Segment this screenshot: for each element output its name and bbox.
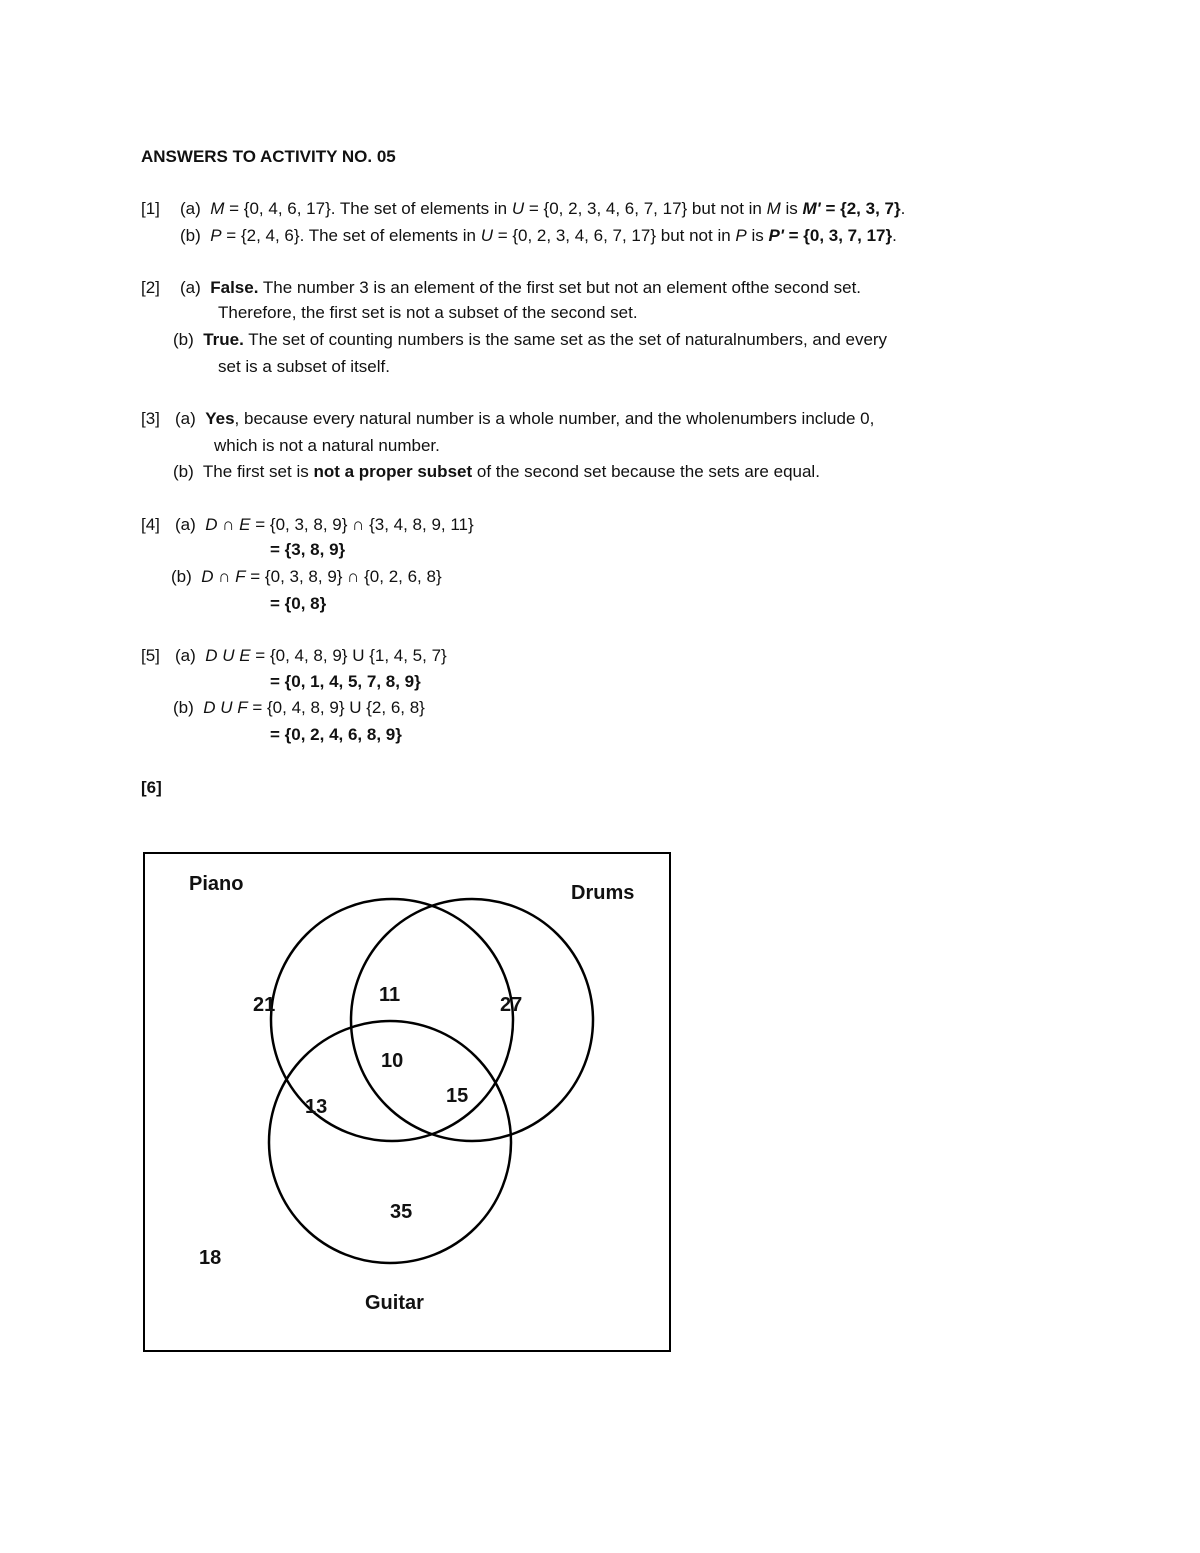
q2-b-line1: (b) True. The set of counting numbers is the same set as the set of naturalnumbers, and every (173, 330, 888, 349)
region-piano-only: 21 (253, 994, 276, 1016)
piano-label: Piano (189, 873, 244, 895)
q3-a-line2: which is not a natural number. (214, 436, 440, 455)
q2-number: [2] (141, 278, 160, 297)
q3-a-line1: (a) Yes, because every natural number is a whole number, and the wholenumbers include 0, (175, 409, 875, 428)
q5-a-line: (a) D U E = {0, 4, 8, 9} U {1, 4, 5, 7} (175, 646, 447, 665)
q4-number: [4] (141, 515, 160, 534)
q1-a-line: (a) M = {0, 4, 6, 17}. The set of elements in U = {0, 2, 3, 4, 6, 7, 17} but not in M is M' = {2, 3, 7}. (180, 199, 906, 218)
region-outside: 18 (199, 1247, 222, 1269)
q4-a-line: (a) D ∩ E = {0, 3, 8, 9} ∩ {3, 4, 8, 9, 11} (175, 515, 474, 534)
region-piano-guitar: 13 (305, 1096, 328, 1118)
q5-a-result: = {0, 1, 4, 5, 7, 8, 9} (270, 672, 421, 691)
q5-b-result: = {0, 2, 4, 6, 8, 9} (270, 725, 402, 744)
q4-b-result: = {0, 8} (270, 594, 327, 613)
q5-b-line: (b) D U F = {0, 4, 8, 9} U {2, 6, 8} (173, 698, 425, 717)
region-drums-guitar: 15 (446, 1085, 469, 1107)
q4-a-result: = {3, 8, 9} (270, 540, 346, 559)
q2-a-line1: (a) False. The number 3 is an element of the first set but not an element ofthe second set. (180, 278, 862, 297)
guitar-label: Guitar (365, 1292, 424, 1314)
q3-b-line: (b) The first set is not a proper subset of the second set because the sets are equal. (173, 462, 820, 481)
q4-b-line: (b) D ∩ F = {0, 3, 8, 9} ∩ {0, 2, 6, 8} (171, 567, 442, 586)
q1-number: [1] (141, 199, 160, 218)
q2-b-line2: set is a subset of itself. (218, 357, 390, 376)
venn-svg (145, 854, 669, 1350)
q5-number: [5] (141, 646, 160, 665)
page-title: ANSWERS TO ACTIVITY NO. 05 (141, 147, 396, 166)
q6-number: [6] (141, 778, 162, 797)
q3-number: [3] (141, 409, 160, 428)
q1-b-line: (b) P = {2, 4, 6}. The set of elements in U = {0, 2, 3, 4, 6, 7, 17} but not in P is P' = {0, 3, 7, 17}. (180, 226, 897, 245)
venn-diagram (143, 852, 671, 1352)
region-all-three: 10 (381, 1050, 404, 1072)
region-piano-drums: 11 (379, 984, 401, 1006)
drums-label: Drums (571, 882, 635, 904)
q2-a-line2: Therefore, the first set is not a subset of the second set. (218, 303, 638, 322)
region-guitar-only: 35 (390, 1201, 413, 1223)
region-drums-only: 27 (500, 994, 523, 1016)
